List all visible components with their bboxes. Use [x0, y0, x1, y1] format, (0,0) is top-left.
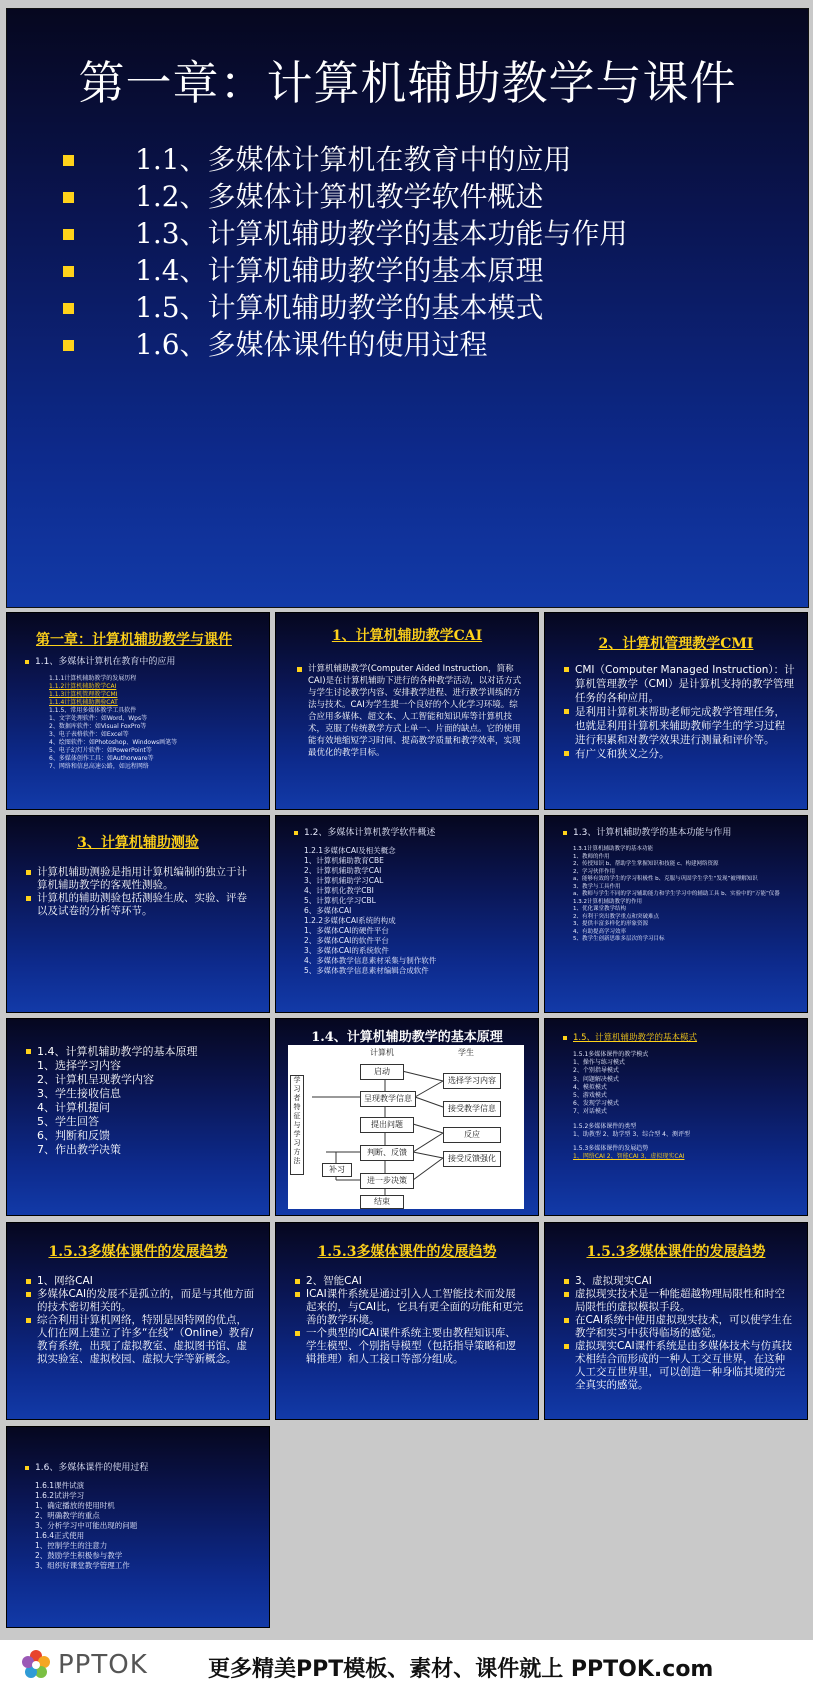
slide-heading: 1.3、计算机辅助教学的基本功能与作用 [563, 828, 797, 838]
slide-body [294, 1275, 526, 1366]
bullet: 计算机的辅助测验包括测验生成、实验、评卷以及试卷的分析等环节。 [25, 892, 257, 918]
line: 2、传授知识 b、帮助学生掌握知识和技能 c、构建网络资源 [573, 861, 719, 867]
bullet: 计算机辅助测验是指用计算机编制的独立于计算机辅助教学的客观性测验。 [25, 866, 257, 892]
line: 2、学习伙伴作用 [573, 868, 615, 875]
line: 6、多媒体创作工具：如Authorware等 [49, 755, 154, 762]
slide-body [25, 1045, 257, 1157]
bullet: 1、网络CAI [25, 1275, 257, 1288]
node-decide: 进一步决策 [360, 1173, 414, 1189]
slide-title: 第一章：计算机辅助教学与课件 [36, 632, 232, 648]
slide-title: 3、计算机辅助测验 [77, 835, 199, 851]
slide-thumbnail-12[interactable] [275, 1222, 539, 1420]
line: 1、选择学习内容 [37, 1059, 121, 1072]
list-item: 1.1、多媒体计算机在教育中的应用 [63, 141, 628, 178]
bullet: ICAI课件系统是通过引入人工智能技术而发展起来的，与CAI比，它具有更全面的功能和更完善的教学环境。 [294, 1288, 526, 1327]
node-ask: 提出问题 [360, 1117, 414, 1133]
line: 1.6.2试讲学习 [35, 1491, 85, 1500]
line: 5、学生回答 [37, 1115, 99, 1128]
slide-body [563, 663, 795, 761]
slide-heading: 1.5、计算机辅助教学的基本模式 [563, 1033, 797, 1043]
line: 3、学生接收信息 [37, 1087, 121, 1100]
learner-traits-box: 学习者特征与学习方法 [290, 1075, 304, 1175]
pptok-footer-banner[interactable] [0, 1640, 813, 1688]
slide-thumbnail-11[interactable] [6, 1222, 270, 1420]
line: 1.2.1多媒体CAI及相关概念 [304, 846, 396, 855]
slide-body [25, 866, 257, 918]
slide-body [296, 663, 524, 759]
line: 6、判断和反馈 [37, 1129, 110, 1142]
line: 6、发现学习模式 [573, 1100, 619, 1108]
line: 4、有助提高学习效率 [573, 928, 626, 935]
line: a、能够有效的学生的学习积极性 b、克服与巩固学生学生“发现”被理解知识 [573, 876, 758, 882]
slide-thumbnail-5[interactable] [6, 815, 270, 1013]
line: 3、计算机辅助学习CAL [304, 876, 384, 885]
bullet: 是利用计算机来帮助老师完成教学管理任务，也就是利用计算机来辅助教师学生的学习过程进行积累和对教学效果进行测量和评价等。 [563, 705, 795, 747]
line: 7、对话模式 [573, 1108, 607, 1116]
line: 2、多媒体CAI的软件平台 [304, 936, 389, 945]
node-choose: 选择学习内容 [443, 1073, 501, 1089]
node-start: 启动 [360, 1064, 404, 1080]
line: 3、提供丰富多样化的形象资源 [573, 921, 649, 927]
slide-thumbnail-4[interactable] [544, 612, 808, 810]
line: 1、多媒体CAI的硬件平台 [304, 926, 389, 935]
slide-heading: 1.1、多媒体计算机在教育中的应用 [25, 657, 259, 667]
main-slide-title: 第一章：计算机辅助教学与课件 [78, 56, 737, 110]
list-item: 1.3、计算机辅助教学的基本功能与作用 [63, 215, 628, 252]
slide-title: 1、计算机辅助教学CAI [331, 628, 483, 644]
slide-thumbnail-9[interactable] [275, 1018, 539, 1216]
slide-heading: 1.6、多媒体课件的使用过程 [25, 1463, 259, 1473]
line: 4、多媒体教学信息素材采集与制作软件 [304, 956, 437, 965]
slide-body [25, 1275, 257, 1366]
line: 2、计算机呈现教学内容 [37, 1073, 154, 1086]
bullet: CMI（Computer Managed Instruction）：计算机管理教学（CMI）是计算机支持的教学管理任务的各种应用。 [563, 663, 795, 705]
line: 1.5.1多媒体课件的教学模式 [573, 1051, 649, 1058]
bullet: 2、智能CAI [294, 1275, 526, 1288]
slide-body [294, 828, 528, 976]
slide-body [563, 828, 797, 944]
computer-column-label: 计算机 [370, 1048, 394, 1057]
line: 7、网络和信息高速公路，如远程网络 [49, 763, 149, 770]
list-item: 1.5、计算机辅助教学的基本模式 [63, 289, 628, 326]
list-item: 1.6、多媒体课件的使用过程 [63, 326, 628, 363]
slide-lines [25, 1059, 257, 1157]
flow-diagram [288, 1045, 524, 1209]
line: 5、教学生创新思维多层次的学习目标 [573, 936, 665, 942]
line: 1、控制学生的注意力 [35, 1541, 108, 1550]
main-slide-list [63, 141, 628, 363]
line: 1、操作与练习模式 [573, 1059, 625, 1067]
slide-title: 2、计算机管理教学CMI [598, 636, 754, 652]
slide-thumbnail-14[interactable] [6, 1426, 270, 1628]
slide-lines [563, 846, 797, 944]
bullet: 虚拟现实技术是一种能超越物理局限性和时空局限性的虚拟模拟手段。 [563, 1288, 795, 1314]
line: 5、电子幻灯片软件：如PowerPoint等 [49, 747, 152, 754]
node-receive: 接受教学信息 [443, 1101, 501, 1117]
line: 1、助教型 2、助学型 3、综合型 4、测评型 [573, 1130, 690, 1138]
slide-lines [25, 1481, 259, 1571]
line: 1.6.1课件试演 [35, 1481, 85, 1490]
line: 2、有利于突出教学重点和突破难点 [573, 913, 660, 920]
line: 1、计算机辅助教育CBE [304, 856, 384, 865]
line: 1.1.2计算机辅助教学CAI [49, 683, 117, 690]
slide-title: 1.5.3多媒体课件的发展趋势 [317, 1244, 497, 1260]
slide-title: 1.4、计算机辅助教学的基本原理 [311, 1030, 503, 1045]
node-judge: 判断、反馈 [360, 1145, 414, 1161]
slide-thumbnail-7[interactable] [544, 815, 808, 1013]
line: 1、确定播放的使用时机 [35, 1501, 115, 1510]
bullet: 多媒体CAI的发展不是孤立的，而是与其他方面的技术密切相关的。 [25, 1288, 257, 1314]
line: 3、组织好课堂教学管理工作 [35, 1561, 130, 1570]
bullet: 虚拟现实CAI课件系统是由多媒体技术与仿真技术相结合而形成的一种人工交互世界，在这种人工交互世界里，可以创造一种身临其境的完全真实的感觉。 [563, 1340, 795, 1392]
bullet: 综合利用计算机网络，特别是因特网的优点，人们在网上建立了许多“在线”（Online）教育/教育系统，出现了虚拟教室、虚拟图书馆、虚拟实验室、虚拟校园、虚拟大学等新概念。 [25, 1314, 257, 1366]
bullet: 3、虚拟现实CAI [563, 1275, 795, 1288]
slide-paragraph: 计算机辅助教学(Computer Aided Instruction，简称CAI)是在计算机辅助下进行的各种教学活动，以对话方式与学生讨论教学内容、安排教学进程、进行教学训练的方法与技术。CAI为学生提一个良好的个人化学习环境。综合应用多媒体、超文本、人工智能和知识库等计算机技术，克服了传统教学方式上单一、片面的缺点。它的使用能有效地缩短学习时间、提高教学质量和教学效率，实现最优化的教学目标。 [296, 663, 524, 759]
slide-lines [294, 846, 528, 976]
line: 4、绘图软件：如Photoshop、Windows画笔等 [49, 739, 178, 746]
slide-title: 1.5.3多媒体课件的发展趋势 [48, 1244, 228, 1260]
line: 4、计算机化教学CBI [304, 886, 374, 895]
slide-heading: 1.2、多媒体计算机教学软件概述 [294, 828, 528, 838]
slide-thumbnail-8[interactable] [6, 1018, 270, 1216]
node-accept: 接受反馈强化 [443, 1151, 501, 1167]
node-end: 结束 [360, 1195, 404, 1209]
line: 1、文字处理软件：如Word、Wps等 [49, 715, 148, 722]
line: 1.3.2计算机辅助教学的作用 [573, 898, 642, 905]
line: 1、网络CAI 2、智能CAI 3、虚拟现实CAI [573, 1153, 685, 1161]
slide-body [563, 1275, 795, 1392]
pptok-brand-text: PPTOK [58, 1650, 148, 1680]
pptok-flower-logo-icon [20, 1648, 52, 1680]
slide-thumbnail-10[interactable] [544, 1018, 808, 1216]
line: 3、多媒体CAI的系统软件 [304, 946, 389, 955]
line: 7、作出教学决策 [37, 1143, 121, 1156]
node-respond: 反应 [443, 1127, 501, 1143]
line: 1、教师的作用 [573, 853, 610, 860]
slide-title: 1.5.3多媒体课件的发展趋势 [586, 1244, 766, 1260]
line: 1.1.3计算机管理教学CMI [49, 691, 118, 698]
line: 2、鼓励学生积极参与教学 [35, 1551, 123, 1560]
line: 1.1.5、常用多媒体教学工具软件 [49, 707, 137, 714]
node-present: 呈现教学信息 [360, 1091, 416, 1107]
slide-body [25, 657, 259, 771]
node-review: 补习 [322, 1163, 352, 1177]
line: 6、多媒体CAI [304, 906, 352, 915]
line: 1.5.2多媒体课件的类型 [573, 1122, 637, 1130]
line: 5、计算机化学习CBL [304, 896, 376, 905]
slide-body [25, 1463, 259, 1571]
line: 2、明确教学的重点 [35, 1511, 100, 1520]
list-item: 1.4、计算机辅助教学的基本原理 [63, 252, 628, 289]
student-column-label: 学生 [458, 1048, 474, 1057]
slide-thumbnail-2[interactable] [6, 612, 270, 810]
line: 3、问题解决模式 [573, 1075, 619, 1083]
line: 3、分析学习中可能出现的问题 [35, 1521, 138, 1530]
slide-thumbnail-3[interactable] [275, 612, 539, 810]
list-item: 1.2、多媒体计算机教学软件概述 [63, 178, 628, 215]
line: 4、计算机提问 [37, 1101, 110, 1114]
line: 5、游戏模式 [573, 1092, 607, 1100]
line: 1.2.2多媒体CAI系统的构成 [304, 916, 396, 925]
slide-thumbnail-13[interactable] [544, 1222, 808, 1420]
line: 1、优化课堂教学结构 [573, 906, 626, 912]
slide-lines [25, 675, 259, 771]
line: 1.1.4计算机辅助测验CAT [49, 699, 118, 706]
line: 2、计算机辅助教学CAI [304, 866, 382, 875]
slide-thumbnail-6[interactable] [275, 815, 539, 1013]
line: 1.5.3多媒体课件的发展趋势 [573, 1145, 649, 1153]
line: 2、数据库软件：如Visual FoxPro等 [49, 723, 147, 730]
line: 1.6.4正式使用 [35, 1531, 85, 1540]
bullet: 一个典型的ICAI课件系统主要由教程知识库、学生模型、个别指导模型（包括指导策略和逻辑推理）和人工接口等部分组成。 [294, 1327, 526, 1366]
slide-heading: 1.4、计算机辅助教学的基本原理 [25, 1045, 257, 1059]
line: 4、模拟模式 [573, 1083, 607, 1091]
bullet: 在CAI系统中使用虚拟现实技术，可以使学生在教学和实习中获得临场的感觉。 [563, 1314, 795, 1340]
line: 2、个别指导模式 [573, 1067, 619, 1075]
main-slide[interactable] [6, 8, 809, 608]
line: 3、电子表格软件：如Excel等 [49, 731, 129, 738]
slide-body [563, 1033, 797, 1161]
line: a、教师与学生不同的学习辅助能力和学生学习中的辅助工具 b、实验中的“万能”仪器 [573, 891, 780, 897]
bullet: 有广义和狭义之分。 [563, 747, 795, 761]
line: 3、教学与工具作用 [573, 883, 621, 890]
line: 1.1.1计算机辅助教学的发展历程 [49, 675, 137, 682]
pptok-slogan[interactable]: 更多精美PPT模板、素材、课件就上 PPTOK.com [208, 1657, 714, 1682]
line: 5、多媒体教学信息素材编辑合成软件 [304, 966, 429, 975]
slide-lines [563, 1051, 797, 1161]
line: 1.3.1计算机辅助教学的基本功能 [573, 846, 653, 852]
